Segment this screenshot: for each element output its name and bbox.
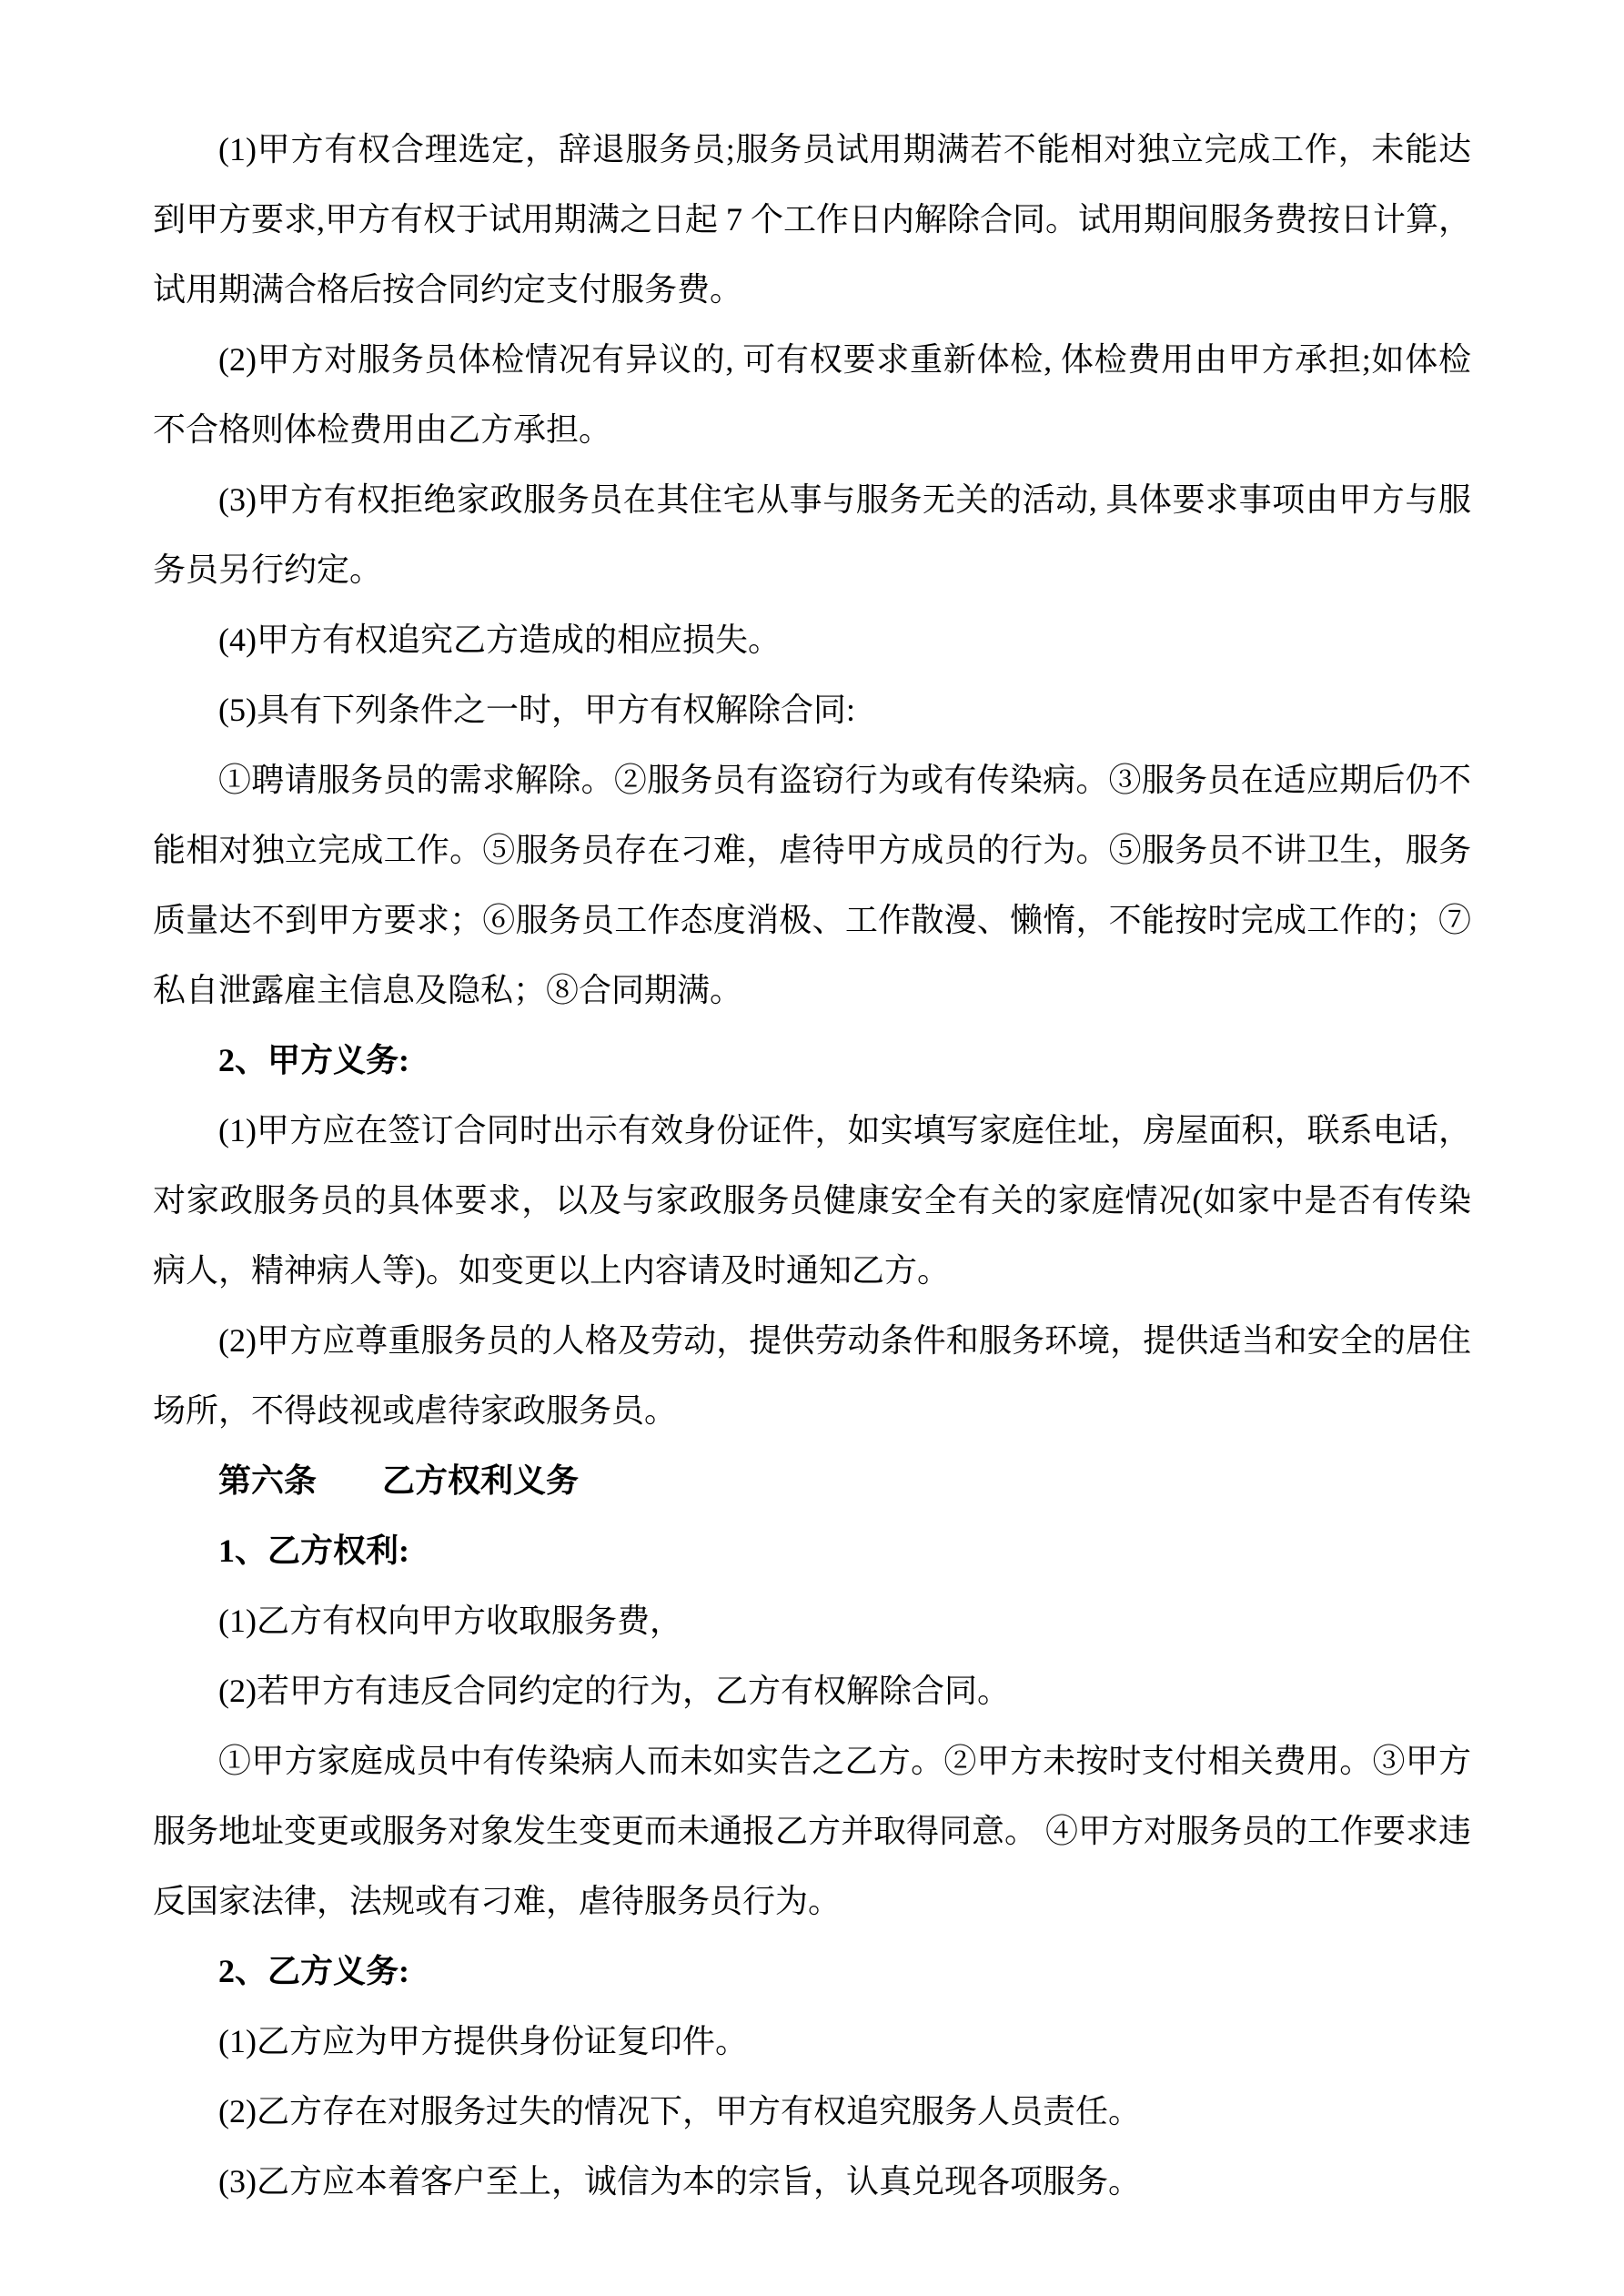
contract-paragraph: (4)甲方有权追究乙方造成的相应损失。 — [218, 622, 781, 658]
contract-paragraph: (3)甲方有权拒绝家政服务员在其住宅从事与服务无关的活动, 具体要求事项由甲方与服务员另行约定。 — [153, 481, 1471, 588]
contract-text-body — [153, 115, 1471, 2217]
contract-paragraph: (1)乙方应为甲方提供身份证复印件。 — [218, 2023, 748, 2059]
contract-paragraph: ①聘请服务员的需求解除。②服务员有盗窃行为或有传染病。③服务员在适应期后仍不能相对独立完成工作。⑤服务员存在刁难，虐待甲方成员的行为。⑤服务员不讲卫生，服务质量达不到甲方要求；⑥服务员工作态度消极、工作散漫、懒惰，不能按时完成工作的；⑦私自泄露雇主信息及隐私；⑧合同期满。 — [153, 762, 1471, 1008]
section-heading: 2、甲方义务: — [218, 1042, 409, 1078]
contract-paragraph: (5)具有下列条件之一时，甲方有权解除合同: — [218, 692, 855, 728]
contract-paragraph: (1)乙方有权向甲方收取服务费， — [218, 1603, 682, 1639]
section-heading: 第六条 乙方权利义务 — [218, 1462, 580, 1499]
contract-paragraph: ①甲方家庭成员中有传染病人而未如实告之乙方。②甲方未按时支付相关费用。③甲方服务地址变更或服务对象发生变更而未通报乙方并取得同意。 ④甲方对服务员的工作要求违反国家法律，法规或有刁难，虐待服务员行为。 — [153, 1743, 1472, 1919]
contract-paragraph: (2)若甲方有违反合同约定的行为，乙方有权解除合同。 — [218, 1673, 1010, 1709]
contract-paragraph: (1)甲方应在签订合同时出示有效身份证件，如实填写家庭住址，房屋面积，联系电话，对家政服务员的具体要求，以及与家政服务员健康安全有关的家庭情况(如家中是否有传染病人，精神病人等)。如变更以上内容请及时通知乙方。 — [153, 1112, 1471, 1289]
section-heading: 2、乙方义务: — [218, 1953, 409, 1989]
contract-paragraph: (2)甲方应尊重服务员的人格及劳动，提供劳动条件和服务环境，提供适当和安全的居住场所，不得歧视或虐待家政服务员。 — [153, 1322, 1471, 1429]
section-heading: 1、乙方权利: — [218, 1532, 409, 1569]
contract-paragraph: (2)乙方存在对服务过失的情况下，甲方有权追究服务人员责任。 — [218, 2093, 1141, 2129]
contract-paragraph: (3)乙方应本着客户至上，诚信为本的宗旨，认真兑现各项服务。 — [218, 2163, 1141, 2200]
contract-paragraph: (1)甲方有权合理选定，辞退服务员;服务员试用期满若不能相对独立完成工作，未能达到甲方要求,甲方有权于试用期满之日起 7 个工作日内解除合同。试用期间服务费按日计算，试用期满合格后按合同约定支付服务费。 — [153, 131, 1472, 308]
contract-paragraph: (2)甲方对服务员体检情况有异议的, 可有权要求重新体检, 体检费用由甲方承担;如体检不合格则体检费用由乙方承担。 — [153, 341, 1471, 448]
